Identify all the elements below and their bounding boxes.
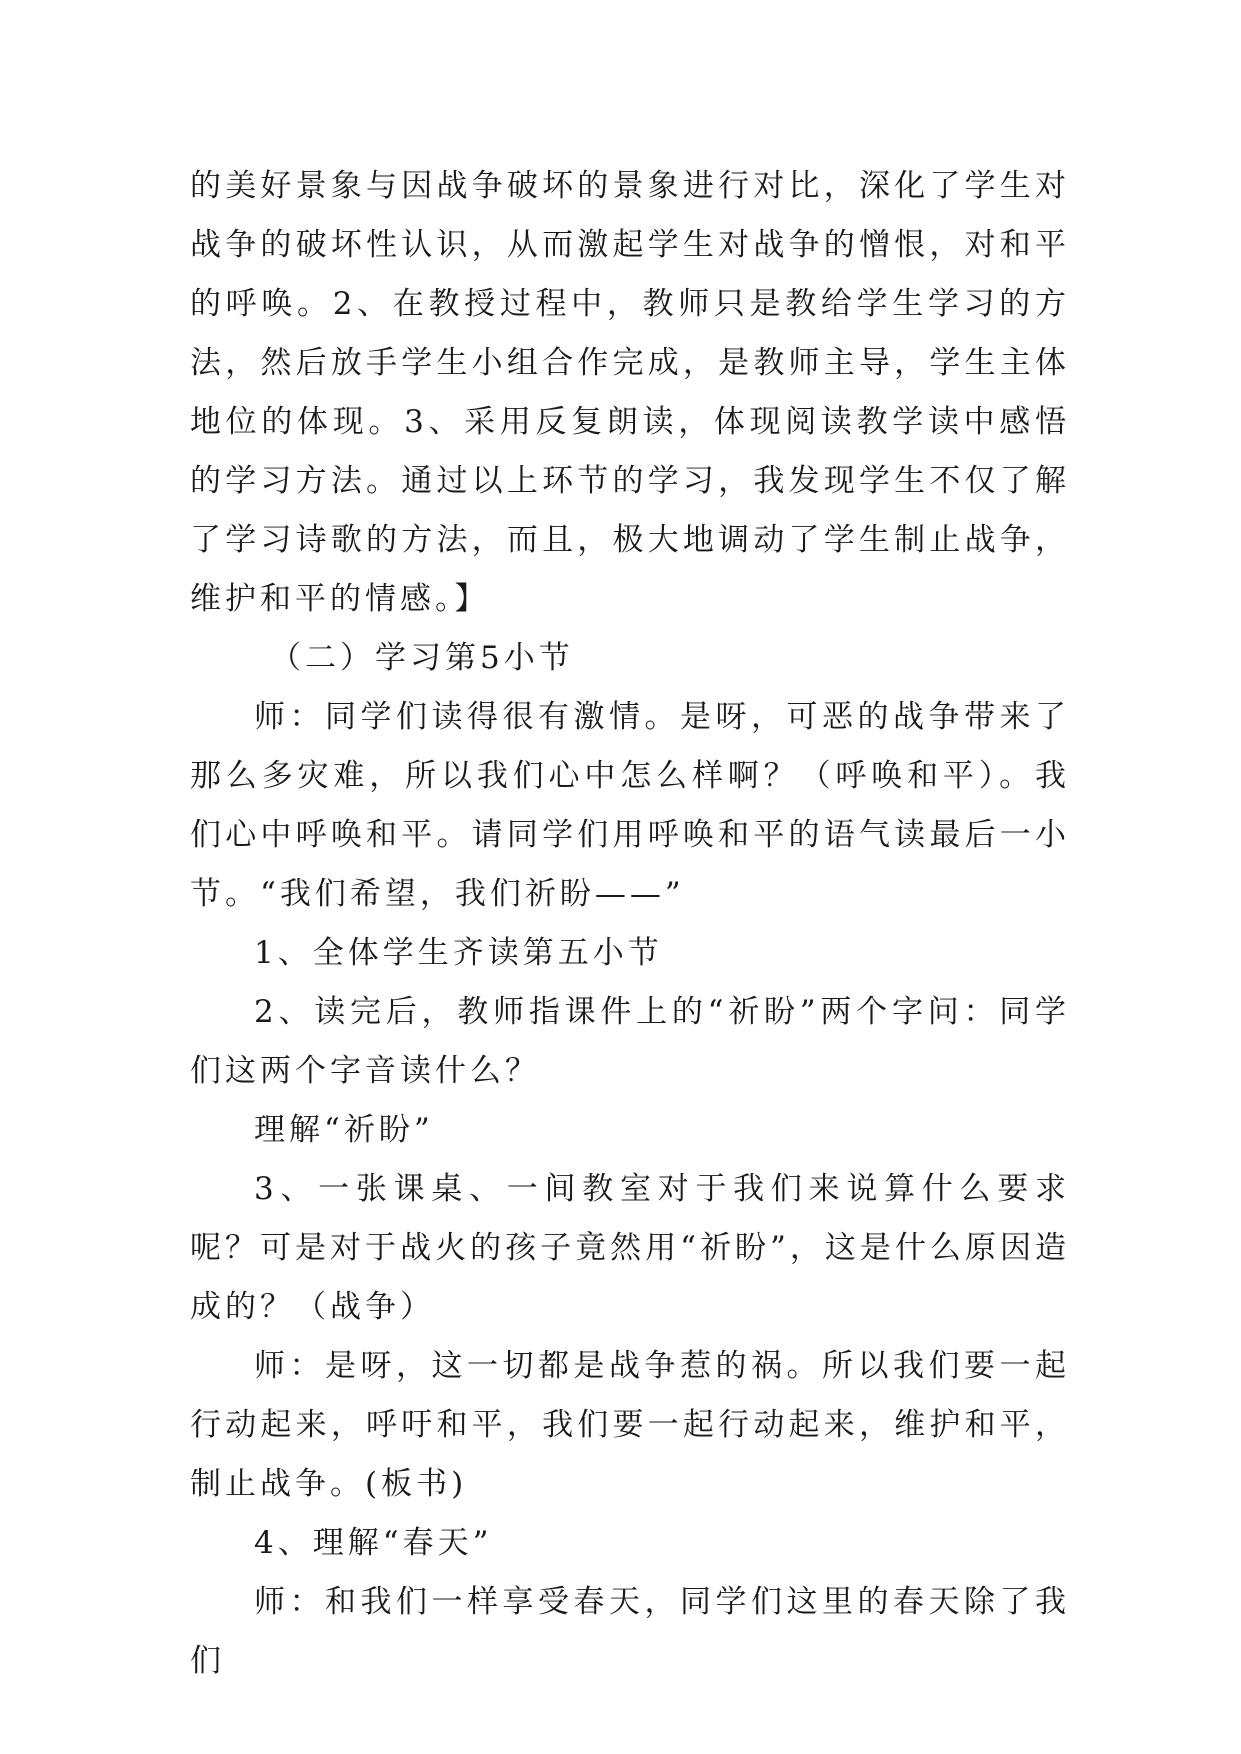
paragraph-step-2: 2、读完后，教师指课件上的“祈盼”两个字问：同学们这两个字音读什么？ — [190, 994, 1070, 1089]
paragraph-understand-qipan: 理解“祈盼” — [254, 1112, 434, 1148]
paragraph-step-4: 4、理解“春天” — [254, 1525, 493, 1561]
paragraph-teacher-intro: 师：同学们读得很有激情。是呀，可恶的战争带来了那么多灾难，所以我们心中怎么样啊？（呼唤和平）。我们心中呼唤和平。请同学们用呼唤和平的语气读最后一小节。“我们希望，我们祈盼——” — [190, 699, 1070, 912]
document-body — [190, 157, 1070, 1691]
paragraph-teacher-spring: 师：和我们一样享受春天，同学们这里的春天除了我们 — [190, 1584, 1070, 1679]
paragraph-step-1: 1、全体学生齐读第五小节 — [254, 935, 663, 971]
paragraph-continuation: 的美好景象与因战争破坏的景象进行对比，深化了学生对战争的破坏性认识，从而激起学生对战争的憎恨，对和平的呼唤。2、在教授过程中，教师只是教给学生学习的方法，然后放手学生小组合作完成，是教师主导，学生主体地位的体现。3、采用反复朗读，体现阅读教学读中感悟的学习方法。通过以上环节的学习，我发现学生不仅了解了学习诗歌的方法，而且，极大地调动了学生制止战争，维护和平的情感。】 — [190, 168, 1070, 617]
paragraph-teacher-war: 师：是呀，这一切都是战争惹的祸。所以我们要一起行动起来，呼吁和平，我们要一起行动起来，维护和平，制止战争。(板书) — [190, 1348, 1070, 1502]
paragraph-step-3: 3、一张课桌、一间教室对于我们来说算什么要求呢？可是对于战火的孩子竟然用“祈盼”，这是什么原因造成的？（战争） — [190, 1171, 1070, 1325]
section-heading: （二）学习第5小节 — [270, 640, 574, 676]
